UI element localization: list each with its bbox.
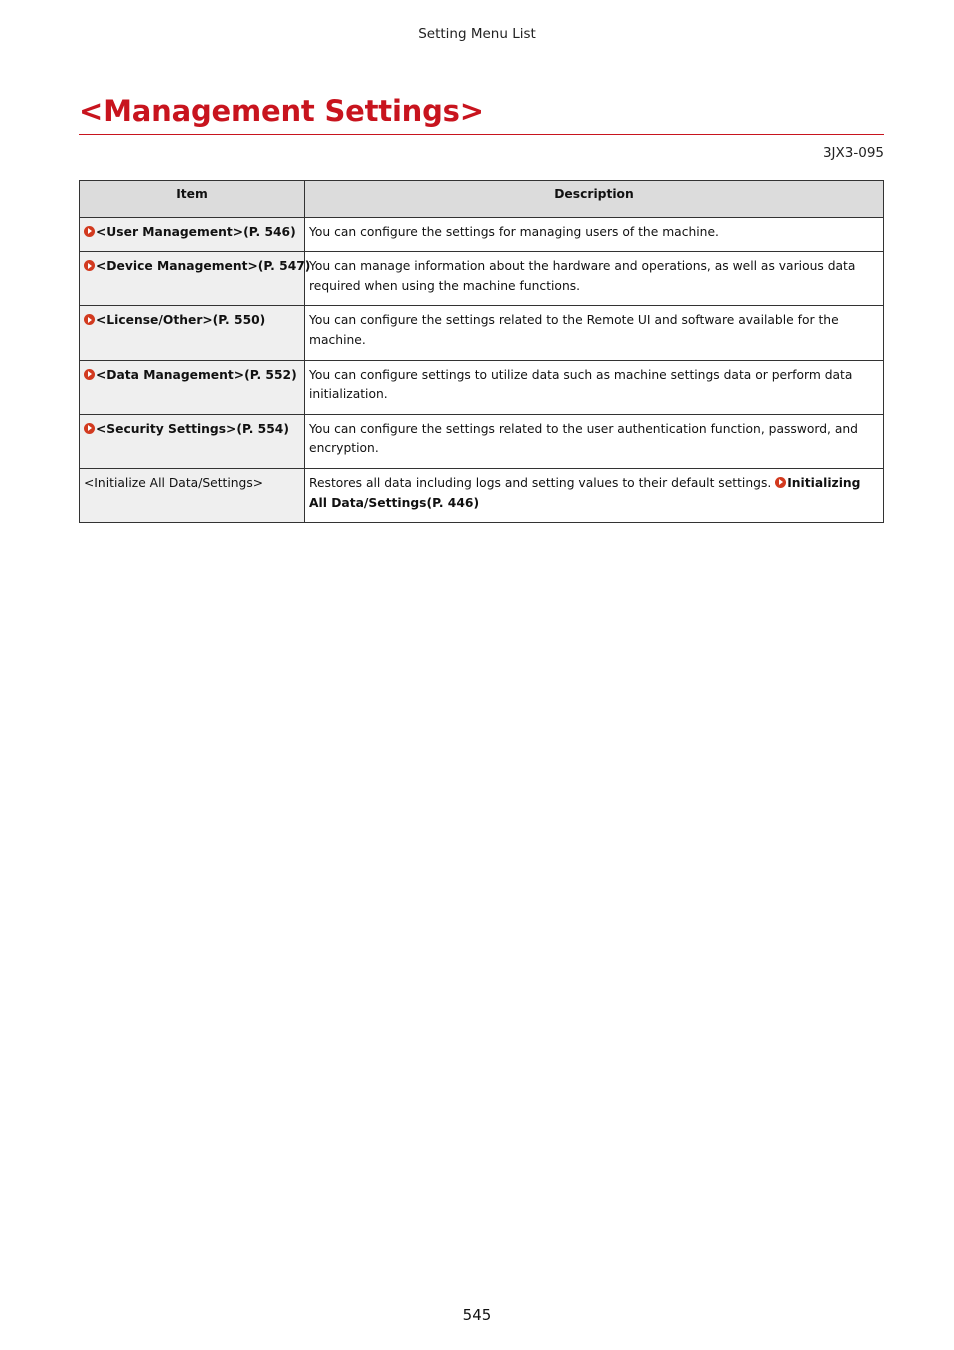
table-row	[80, 252, 884, 306]
description-cell	[305, 468, 884, 522]
device-management-link[interactable]	[84, 259, 310, 273]
page-number: 545	[462, 1306, 492, 1324]
running-header: Setting Menu List	[418, 26, 536, 42]
data-management-link[interactable]	[84, 368, 297, 382]
description-cell: You can configure the settings for managing users of the machine.	[305, 217, 884, 252]
link-label: <Device Management>(P. 547)	[96, 259, 311, 274]
circle-arrow-right-icon	[84, 423, 95, 434]
description-cell: You can configure the settings related to the user authentication function, password, and encryption.	[305, 414, 884, 468]
page-title: <Management Settings>	[79, 94, 484, 128]
table-row	[80, 414, 884, 468]
user-management-link[interactable]	[84, 225, 296, 239]
table-row	[80, 360, 884, 414]
link-label: <Security Settings>(P. 554)	[96, 421, 289, 436]
item-cell	[80, 414, 305, 468]
description-cell: You can configure the settings related to the Remote UI and software available for the machine.	[305, 306, 884, 360]
table-header-row	[80, 181, 884, 218]
description-cell: You can configure settings to utilize data such as machine settings data or perform data initialization.	[305, 360, 884, 414]
settings-table	[79, 180, 884, 523]
item-cell	[80, 468, 305, 522]
item-cell	[80, 360, 305, 414]
circle-arrow-right-icon	[84, 369, 95, 380]
link-label: Initializing All Data/Settings(P. 446)	[309, 475, 861, 510]
circle-arrow-right-icon	[84, 226, 95, 237]
table-row	[80, 217, 884, 252]
title-divider	[79, 134, 884, 135]
link-label: <Data Management>(P. 552)	[96, 367, 297, 382]
circle-arrow-right-icon	[84, 314, 95, 325]
circle-arrow-right-icon	[775, 477, 786, 488]
link-label: <License/Other>(P. 550)	[96, 313, 266, 328]
document-code: 3JX3-095	[822, 145, 884, 161]
column-header-item: Item	[80, 181, 305, 218]
item-cell	[80, 252, 311, 306]
item-label: <Initialize All Data/Settings>	[84, 475, 264, 490]
column-header-description: Description	[305, 181, 884, 218]
item-cell	[80, 217, 305, 252]
description-text: Restores all data including logs and setting values to their default settings.	[309, 475, 772, 490]
circle-arrow-right-icon	[84, 260, 95, 271]
item-cell	[80, 306, 305, 360]
description-cell: You can manage information about the hardware and operations, as well as various data required when using the machine functions.	[305, 252, 884, 306]
security-settings-link[interactable]	[84, 422, 289, 436]
table-row	[80, 306, 884, 360]
table-row	[80, 468, 884, 522]
link-label: <User Management>(P. 546)	[96, 224, 296, 239]
license-other-link[interactable]	[84, 313, 265, 327]
